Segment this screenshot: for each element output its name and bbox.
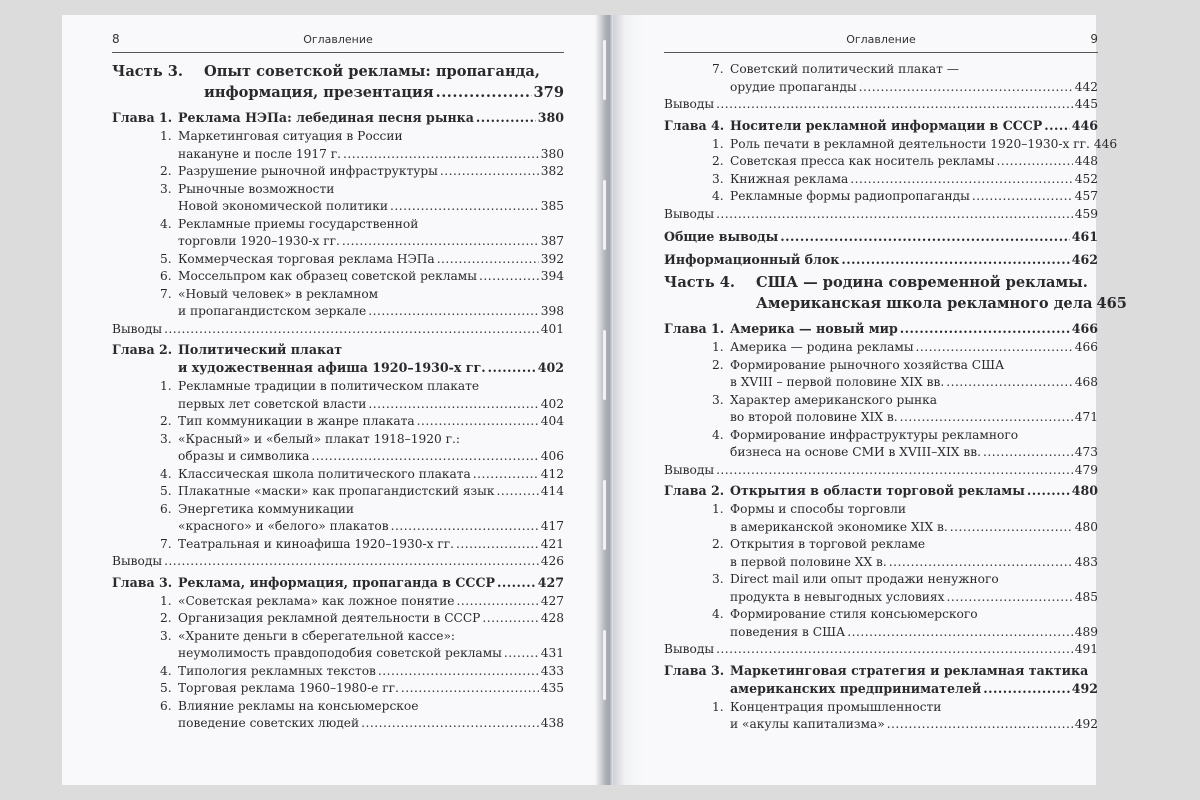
toc-entry-title: Рыночные возможности — [178, 181, 335, 196]
toc-page-number: 491 — [1074, 642, 1098, 656]
toc-entry-title: Америка — новый мир — [730, 321, 898, 336]
toc-page-number: 380 — [540, 146, 564, 161]
toc-section-entry — [664, 699, 1098, 734]
dot-leader — [440, 163, 539, 181]
toc-page-number: 417 — [540, 519, 564, 533]
toc-entry-number: 2. — [712, 537, 724, 551]
toc-section-entry — [664, 501, 1098, 536]
toc-entry-title: поведения в США — [730, 624, 846, 639]
toc-conclusion-entry — [664, 641, 1098, 659]
toc-entry-number: 3. — [712, 572, 724, 586]
toc-entry-title: в XVIII – первой половине XIX вв. — [730, 375, 945, 389]
toc-entry-title: «Храните деньги в сберегательной кассе»: — [178, 628, 456, 643]
toc-section-entry — [664, 136, 1118, 154]
toc-entry-number: 2. — [712, 154, 724, 168]
toc-entry-title: Direct mail или опыт продажи ненужного — [730, 572, 999, 586]
toc-entry-number: Глава 2. — [664, 483, 725, 498]
toc-section-entry — [112, 216, 564, 251]
toc-conclusion-entry — [112, 321, 564, 339]
toc-entry-title: Организация рекламной деятельности в СССР — [178, 611, 481, 625]
dot-leader — [343, 146, 539, 164]
toc-conclusion-entry — [112, 553, 564, 571]
toc-entry-title: Энергетика коммуникации — [178, 501, 354, 516]
toc-entry-title: Политический плакат — [178, 342, 343, 357]
toc-entry-number: 6. — [160, 269, 172, 283]
toc-entry-title: Америка — родина рекламы — [730, 340, 914, 354]
dot-leader — [456, 536, 539, 554]
toc-entry-number: Глава 3. — [664, 662, 725, 678]
dot-leader — [983, 444, 1073, 462]
toc-entry-number: 1. — [160, 129, 172, 143]
toc-entry-title: Тип коммуникации в жанре плаката — [178, 414, 415, 428]
toc-page-number: 379 — [533, 84, 564, 101]
toc-entry-title: Формирование инфраструктуры рекламного — [730, 427, 1019, 442]
toc-entry-title: первых лет советской власти — [178, 396, 367, 411]
toc-entry-title: накануне и после 1917 г. — [178, 146, 342, 161]
dot-leader — [164, 553, 539, 571]
toc-section-entry — [112, 181, 564, 216]
toc-entry-number: 7. — [160, 536, 172, 551]
dot-leader — [997, 153, 1073, 171]
toc-entry-title: США — родина современной рекламы. — [756, 274, 1088, 291]
toc-entry-title: Советский политический плакат — — [730, 62, 959, 76]
toc-section-entry — [112, 286, 564, 321]
toc-entry-title: во второй половине XIX в. — [730, 410, 898, 424]
toc-chapter-entry — [664, 117, 1098, 135]
toc-page-number: 404 — [540, 414, 564, 428]
dot-leader — [437, 251, 539, 269]
toc-entry-title: Типология рекламных текстов — [178, 663, 376, 678]
toc-chapter-entry — [664, 662, 1098, 698]
toc-entry-title: Классическая школа политического плаката — [178, 466, 471, 481]
toc-section-entry — [664, 153, 1098, 171]
toc-entry-title: в американской экономике XIX в. — [730, 519, 948, 534]
dot-leader — [947, 589, 1073, 607]
dot-leader — [900, 409, 1073, 427]
toc-page-number: 459 — [1074, 206, 1098, 221]
toc-page-number: 385 — [540, 199, 564, 213]
toc-page-number: 457 — [1074, 189, 1098, 203]
toc-entry-title: бизнеса на основе СМИ в XVIII–XIX вв. — [730, 445, 981, 459]
binding-stitch — [603, 480, 606, 550]
toc-entry-number: 1. — [712, 136, 724, 151]
toc-entry-number: 3. — [160, 431, 172, 446]
toc-page-number: 427 — [537, 574, 564, 590]
toc-entry-number: Часть 3. — [112, 63, 183, 80]
dot-leader — [847, 624, 1072, 642]
dot-leader — [716, 206, 1073, 224]
toc-section-entry — [664, 339, 1098, 357]
toc-entry-title: в первой половине XX в. — [730, 554, 887, 569]
toc-section-entry — [112, 413, 564, 431]
toc-page-number: 442 — [1074, 79, 1098, 94]
dot-leader — [496, 483, 538, 501]
toc-chapter-entry — [664, 320, 1098, 338]
toc-page-number: 398 — [540, 304, 564, 318]
toc-entry-title: Выводы — [664, 462, 715, 477]
dot-leader — [390, 198, 539, 216]
toc-entry-title: «красного» и «белого» плакатов — [178, 519, 389, 533]
toc-page-number: 473 — [1074, 445, 1098, 459]
toc-entry-title: и художественная афиша 1920–1930-х гг. — [178, 360, 486, 375]
dot-leader — [457, 593, 539, 611]
toc-entry-title: «Новый человек» в рекламном — [178, 286, 379, 301]
dot-leader — [342, 233, 539, 251]
dot-leader — [482, 610, 538, 628]
toc-section-entry — [112, 268, 564, 286]
toc-entry-title: Американская школа рекламного дела — [756, 295, 1093, 312]
dot-leader — [368, 303, 538, 321]
toc-entry-title: «Советская реклама» как ложное понятие — [178, 593, 455, 608]
toc-page-number: 479 — [1074, 462, 1098, 477]
toc-entry-number: Глава 1. — [664, 321, 725, 336]
toc-page-number: 433 — [540, 663, 564, 678]
toc-section-entry — [112, 663, 564, 681]
toc-entry-title: Театральная и киноафиша 1920–1930-х гг. — [178, 536, 454, 551]
dot-leader — [850, 171, 1073, 189]
toc-entry-title: орудие пропаганды — [730, 79, 857, 94]
dot-leader — [950, 519, 1073, 537]
dot-leader — [417, 413, 539, 431]
toc-entry-number: 1. — [712, 502, 724, 516]
toc-section-entry — [664, 357, 1098, 392]
toc-section-entry — [112, 698, 564, 733]
binding-stitch — [603, 180, 606, 250]
toc-page-number: 485 — [1074, 589, 1098, 604]
dot-leader — [1027, 482, 1070, 500]
toc-section-entry — [112, 128, 564, 163]
running-head-title: Оглавление — [846, 33, 916, 46]
toc-section-entry — [112, 501, 564, 536]
toc-entry-number: 3. — [712, 171, 724, 186]
toc-page-number: 452 — [1074, 171, 1098, 186]
dot-leader — [887, 716, 1073, 734]
toc-entry-number: 4. — [160, 216, 172, 231]
dot-leader — [479, 268, 539, 286]
dot-leader — [476, 109, 536, 127]
dot-leader — [311, 448, 538, 466]
dot-leader — [946, 374, 1073, 392]
toc-page-number: 471 — [1074, 410, 1098, 424]
toc-entry-title: поведение советских людей — [178, 716, 360, 730]
dot-leader — [473, 466, 539, 484]
toc-entry-number: 4. — [712, 189, 724, 203]
toc-page-number: 492 — [1074, 717, 1098, 731]
toc-entry-number: 1. — [712, 699, 724, 714]
table-of-contents — [664, 61, 1127, 734]
toc-entry-title: Коммерческая торговая реклама НЭПа — [178, 251, 435, 266]
toc-entry-title: Информационный блок — [664, 252, 840, 267]
toc-entry-title: Маркетинговая ситуация в России — [178, 129, 403, 143]
toc-entry-title: и пропагандистском зеркале — [178, 304, 367, 318]
toc-page-number: 462 — [1071, 252, 1098, 267]
toc-entry-title: Общие выводы — [664, 229, 779, 244]
toc-entry-title: Характер американского рынка — [730, 392, 938, 407]
toc-section-entry — [664, 536, 1098, 571]
toc-chapter-entry — [112, 574, 564, 592]
toc-page-number: 387 — [540, 234, 564, 248]
toc-page-number: 421 — [540, 536, 564, 551]
toc-entry-title: Выводы — [112, 554, 163, 568]
binding-stitch — [603, 330, 606, 400]
toc-entry-title: Выводы — [112, 321, 163, 336]
toc-entry-number: 3. — [712, 392, 724, 407]
toc-entry-number: 5. — [160, 681, 172, 695]
toc-conclusion-entry — [664, 462, 1098, 480]
toc-entry-title: Плакатные «маски» как пропагандистский язык — [178, 484, 495, 498]
toc-page-number: 427 — [540, 593, 564, 608]
toc-entry-number: 2. — [160, 164, 172, 178]
toc-page-number: 466 — [1074, 340, 1098, 354]
toc-section-entry — [112, 251, 564, 269]
binding-stitch — [603, 40, 606, 100]
toc-section-entry — [112, 431, 564, 466]
toc-page-number: 446 — [1071, 117, 1098, 133]
toc-section-entry — [112, 466, 564, 484]
toc-entry-title: Открытия в области торговой рекламы — [730, 483, 1025, 498]
toc-page-number: 445 — [1074, 97, 1098, 111]
toc-entry-title: Новой экономической политики — [178, 199, 388, 213]
dot-leader — [1044, 117, 1069, 135]
toc-conclusion-entry — [664, 206, 1098, 224]
toc-entry-title: Выводы — [664, 206, 715, 221]
toc-page-number: 492 — [1071, 680, 1098, 696]
toc-section-entry — [664, 606, 1098, 641]
toc-section-entry — [664, 61, 1098, 96]
toc-entry-title: образы и символика — [178, 449, 310, 463]
toc-entry-title: информация, презентация — [204, 84, 434, 101]
toc-entry-title: Формы и способы торговли — [730, 502, 906, 516]
toc-section-entry — [664, 171, 1098, 189]
dot-leader — [361, 715, 539, 733]
toc-entry-number: 3. — [160, 628, 172, 643]
dot-leader — [497, 574, 536, 592]
toc-section-entry — [112, 593, 564, 611]
dot-leader — [859, 79, 1073, 97]
toc-entry-title: продукта в невыгодных условиях — [730, 589, 945, 604]
toc-section-entry — [112, 483, 564, 501]
toc-section-entry — [664, 571, 1098, 606]
toc-entry-number: 2. — [712, 357, 724, 372]
toc-page-number: 448 — [1074, 154, 1098, 168]
toc-page-number: 392 — [540, 251, 564, 266]
dot-leader — [504, 645, 539, 663]
table-of-contents — [112, 61, 564, 733]
toc-entry-number: Глава 1. — [112, 110, 173, 125]
toc-entry-number: 2. — [160, 611, 172, 625]
book-gutter-shadow — [613, 15, 643, 785]
toc-entry-title: Формирование рыночного хозяйства США — [730, 357, 1005, 372]
toc-page-number: 401 — [540, 321, 564, 336]
toc-page-number: 465 — [1096, 295, 1127, 312]
toc-conclusion-entry — [664, 96, 1098, 114]
running-head — [112, 30, 564, 53]
toc-entry-number: 4. — [712, 607, 724, 621]
toc-entry-number: 6. — [160, 698, 172, 713]
toc-page-number: 382 — [540, 164, 564, 178]
toc-entry-title: Выводы — [664, 642, 715, 656]
toc-page-number: 428 — [540, 611, 564, 625]
right-page — [602, 15, 1127, 785]
toc-entry-number: 1. — [712, 340, 724, 354]
toc-section-entry — [664, 392, 1098, 427]
dot-leader — [401, 680, 539, 698]
dot-leader — [164, 321, 539, 339]
toc-entry-number: Глава 4. — [664, 117, 725, 133]
toc-entry-number: 6. — [160, 501, 172, 516]
toc-summary-entry — [664, 228, 1098, 246]
toc-entry-number: Часть 4. — [664, 274, 735, 291]
toc-page-number: 480 — [1074, 519, 1098, 534]
page-number: 8 — [112, 32, 120, 46]
toc-entry-number: 4. — [712, 427, 724, 442]
toc-entry-title: Рекламные приемы государственной — [178, 216, 419, 231]
toc-entry-number: 5. — [160, 251, 172, 266]
toc-section-entry — [112, 610, 564, 628]
toc-entry-title: Рекламные формы радиопропаганды — [730, 189, 970, 203]
toc-entry-title: Книжная реклама — [730, 171, 849, 186]
toc-page-number: 489 — [1074, 624, 1098, 639]
dot-leader — [983, 680, 1069, 698]
binding-stitch — [603, 630, 606, 700]
toc-page-number: 412 — [540, 466, 564, 481]
toc-entry-title: и «акулы капитализма» — [730, 717, 885, 731]
toc-page-number: 426 — [540, 554, 564, 568]
dot-leader — [900, 320, 1070, 338]
toc-entry-number: 3. — [160, 181, 172, 196]
toc-entry-title: Концентрация промышленности — [730, 699, 942, 714]
toc-entry-number: 1. — [160, 379, 172, 393]
toc-summary-entry — [664, 251, 1098, 269]
toc-part-entry — [664, 272, 1127, 314]
dot-leader — [716, 641, 1073, 659]
dot-leader — [716, 96, 1073, 114]
toc-page-number: 406 — [540, 449, 564, 463]
toc-chapter-entry — [112, 109, 564, 127]
toc-entry-title: Формирование стиля консьюмерского — [730, 607, 978, 621]
running-head — [664, 30, 1098, 53]
toc-section-entry — [112, 163, 564, 181]
toc-chapter-entry — [664, 482, 1098, 500]
toc-entry-title: Реклама, информация, пропаганда в СССР — [178, 574, 495, 590]
dot-leader — [841, 251, 1069, 269]
toc-entry-title: Опыт советской рекламы: пропаганда, — [204, 63, 540, 80]
toc-part-entry — [112, 61, 564, 103]
toc-entry-title: Разрушение рыночной инфраструктуры — [178, 164, 438, 178]
toc-entry-number: 7. — [160, 286, 172, 301]
running-head-title: Оглавление — [303, 33, 373, 46]
toc-page-number: 480 — [1071, 483, 1098, 498]
left-page — [62, 15, 602, 785]
toc-entry-title: Влияние рекламы на консьюмерское — [178, 698, 419, 713]
toc-entry-number: 4. — [160, 663, 172, 678]
toc-section-entry — [112, 378, 564, 413]
toc-entry-title: «Красный» и «белый» плакат 1918–1920 г.: — [178, 431, 460, 446]
toc-section-entry — [112, 628, 564, 663]
toc-page-number: 461 — [1071, 229, 1098, 244]
toc-entry-title: неумолимость правдоподобия советской рекламы — [178, 646, 502, 660]
dot-leader — [972, 188, 1073, 206]
toc-page-number: 483 — [1074, 554, 1098, 569]
toc-section-entry — [664, 188, 1098, 206]
toc-entry-title: Открытия в торговой рекламе — [730, 537, 926, 551]
toc-page-number: 402 — [537, 360, 564, 375]
dot-leader — [436, 82, 532, 103]
toc-page-number: 466 — [1071, 321, 1098, 336]
toc-page-number: 414 — [540, 484, 564, 498]
toc-page-number: 435 — [540, 681, 564, 695]
toc-entry-title: Реклама НЭПа: лебединая песня рынка — [178, 110, 474, 125]
toc-entry-title: Моссельпром как образец советской рекламы — [178, 269, 477, 283]
dot-leader — [391, 518, 539, 536]
toc-entry-title: Маркетинговая стратегия и рекламная тактика — [730, 662, 1089, 678]
toc-entry-number: 2. — [160, 414, 172, 428]
toc-entry-number: Глава 3. — [112, 574, 173, 590]
dot-leader — [916, 339, 1073, 357]
toc-entry-title: Торговая реклама 1960–1980-е гг. — [178, 681, 399, 695]
toc-entry-title: американских предпринимателей — [730, 680, 982, 696]
toc-entry-number: 5. — [160, 484, 172, 498]
toc-section-entry — [112, 536, 564, 554]
toc-page-number: 431 — [540, 646, 564, 660]
dot-leader — [368, 396, 538, 414]
toc-chapter-entry — [112, 341, 564, 377]
toc-entry-title: Рекламные традиции в политическом плакате — [178, 379, 480, 393]
toc-entry-number: 1. — [160, 593, 172, 608]
toc-entry-title: Советская пресса как носитель рекламы — [730, 154, 995, 168]
dot-leader — [378, 663, 539, 681]
dot-leader — [780, 228, 1069, 246]
toc-page-number: 468 — [1074, 375, 1098, 389]
toc-page-number: 446 — [1093, 136, 1118, 151]
toc-page-number: 380 — [537, 110, 564, 125]
page-number: 9 — [1090, 32, 1098, 46]
dot-leader — [716, 462, 1073, 480]
toc-entry-number: Глава 2. — [112, 342, 173, 357]
toc-page-number: 438 — [540, 716, 564, 730]
dot-leader — [488, 359, 536, 377]
toc-section-entry — [112, 680, 564, 698]
toc-entry-title: Выводы — [664, 97, 715, 111]
toc-section-entry — [664, 427, 1098, 462]
toc-entry-title: Носители рекламной информации в СССР — [730, 117, 1043, 133]
toc-page-number: 394 — [540, 269, 564, 283]
toc-entry-number: 4. — [160, 466, 172, 481]
toc-entry-title: Роль печати в рекламной деятельности 1920–1930-х гг. — [730, 136, 1090, 151]
toc-entry-title: торговли 1920–1930-х гг. — [178, 234, 340, 248]
toc-entry-number: 7. — [712, 62, 724, 76]
toc-page-number: 402 — [540, 396, 564, 411]
dot-leader — [889, 554, 1073, 572]
